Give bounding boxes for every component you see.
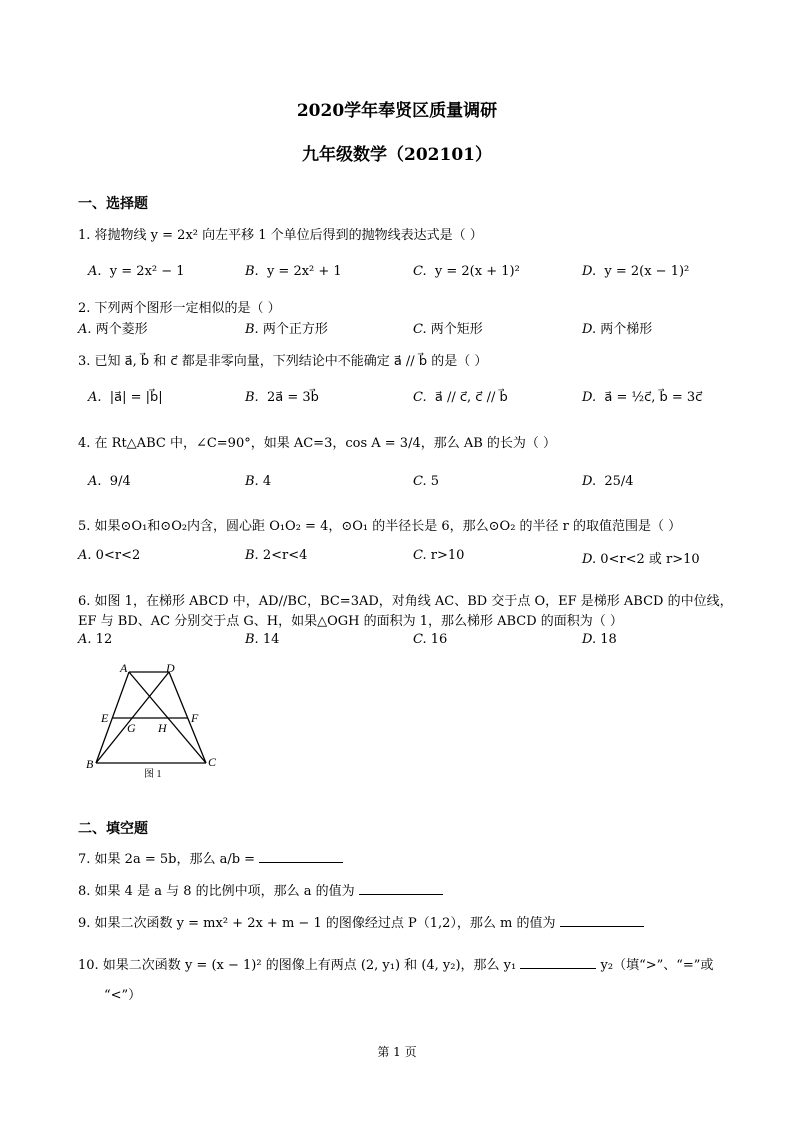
answer-blank[interactable] xyxy=(359,882,443,895)
question-7 xyxy=(78,848,343,867)
figure-caption: 图 1 xyxy=(144,769,162,780)
option-text: 0<r<2 xyxy=(95,548,141,563)
question-8-text: 8. 如果 4 是 a 与 8 的比例中项，那么 a 的值为 xyxy=(78,884,355,899)
option-label: B. xyxy=(245,474,259,489)
document-subtitle: 九年级数学（202101） xyxy=(302,145,492,165)
option-text: 两个菱形 xyxy=(95,322,148,337)
option-text: a⃗ // c⃗, c⃗ // b⃗ xyxy=(434,390,508,405)
option-label: D. xyxy=(582,552,597,567)
question-2-option-b xyxy=(245,318,328,337)
option-label: A. xyxy=(78,632,92,647)
question-3-option-d xyxy=(582,390,702,405)
point-label-g: G xyxy=(127,721,136,735)
question-3-option-a xyxy=(88,390,163,405)
question-1-stem: 1. 将抛物线 y = 2x² 向左平移 1 个单位后得到的抛物线表达式是（ ） xyxy=(78,228,483,243)
option-text: |a⃗| = |b⃗| xyxy=(109,390,163,405)
option-text: 两个正方形 xyxy=(262,322,328,337)
trapezoid-figure xyxy=(84,660,224,784)
question-7-text: 7. 如果 2a = 5b，那么 a/b = xyxy=(78,852,256,867)
option-label: C. xyxy=(413,632,427,647)
point-label-h: H xyxy=(158,721,167,735)
question-2-option-a xyxy=(78,318,148,337)
answer-blank[interactable] xyxy=(259,850,343,863)
option-text: 25/4 xyxy=(604,474,634,489)
option-label: A. xyxy=(88,264,102,279)
option-label: D. xyxy=(582,264,597,279)
option-label: B. xyxy=(245,264,259,279)
option-label: C. xyxy=(413,474,427,489)
option-text: y = 2x² + 1 xyxy=(266,264,342,279)
question-5-option-c xyxy=(413,548,464,563)
question-1-option-d xyxy=(582,264,689,279)
option-text: 0<r<2 或 r>10 xyxy=(600,552,700,567)
option-text: 14 xyxy=(262,632,280,647)
option-label: A. xyxy=(78,322,92,337)
option-label: D. xyxy=(582,390,597,405)
option-text: 5 xyxy=(430,474,440,489)
option-label: D. xyxy=(582,474,597,489)
question-5-option-d xyxy=(582,548,700,567)
question-6-line-1: 6. 如图 1，在梯形 ABCD 中，AD//BC，BC=3AD，对角线 AC、BD 交于点 O，EF 是梯形 ABCD 的中位线， xyxy=(78,594,733,609)
question-6-option-d xyxy=(582,632,617,647)
point-label-d: D xyxy=(166,661,175,675)
question-3-option-c xyxy=(413,390,508,405)
document-title: 2020学年奉贤区质量调研 xyxy=(296,101,498,121)
question-10-line-1 xyxy=(78,954,713,973)
section-heading-fill: 二、填空题 xyxy=(78,821,148,837)
page-number: 第 1 页 xyxy=(377,1045,417,1059)
option-label: A. xyxy=(78,548,92,563)
option-text: 18 xyxy=(600,632,617,647)
option-label: B. xyxy=(245,632,259,647)
option-text: 2<r<4 xyxy=(262,548,308,563)
option-text: r>10 xyxy=(430,548,465,563)
question-5-option-b xyxy=(245,548,307,563)
option-label: C. xyxy=(413,322,427,337)
question-4-option-d xyxy=(582,474,634,489)
question-10-line-2: “<”） xyxy=(104,988,142,1003)
question-1-option-a xyxy=(88,264,185,279)
option-label: B. xyxy=(245,548,259,563)
point-label-b: B xyxy=(86,757,94,771)
question-4-stem: 4. 在 Rt△ABC 中，∠C=90°，如果 AC=3，cos A = 3/4，那么 AB 的长为（ ） xyxy=(78,436,557,451)
question-10-text-tail: y₂（填“>”、“=”或 xyxy=(600,958,714,973)
question-4-option-b xyxy=(245,474,271,489)
question-4-option-a xyxy=(88,474,131,489)
point-label-c: C xyxy=(208,755,217,769)
question-6-line-2: EF 与 BD、AC 分别交于点 G、H，如果△OGH 的面积为 1，那么梯形 ABCD 的面积为（ ） xyxy=(78,614,623,629)
question-3-stem: 3. 已知 a⃗, b⃗ 和 c⃗ 都是非零向量，下列结论中不能确定 a⃗ // b⃗ 的是（ ） xyxy=(78,354,488,369)
point-label-e: E xyxy=(101,711,109,725)
question-9-text: 9. 如果二次函数 y = mx² + 2x + m − 1 的图像经过点 P（1,2），那么 m 的值为 xyxy=(78,916,556,931)
answer-blank[interactable] xyxy=(560,914,644,927)
question-6-option-c xyxy=(413,632,447,647)
question-1-option-b xyxy=(245,264,342,279)
point-label-a: A xyxy=(120,661,128,675)
point-label-f: F xyxy=(191,711,199,725)
question-8 xyxy=(78,880,443,899)
option-label: D. xyxy=(582,632,597,647)
question-5-stem: 5. 如果⊙O₁和⊙O₂内含，圆心距 O₁O₂ = 4，⊙O₁ 的半径长是 6，那么⊙O₂ 的半径 r 的取值范围是（ ） xyxy=(78,519,682,534)
question-5-option-a xyxy=(78,548,140,563)
question-3-option-b xyxy=(245,390,319,405)
question-10-text: 10. 如果二次函数 y = (x − 1)² 的图像上有两点 (2, y₁) 和 (4, y₂)，那么 y₁ xyxy=(78,958,517,973)
question-9 xyxy=(78,912,644,931)
section-heading-choice: 一、选择题 xyxy=(78,196,148,212)
option-label: A. xyxy=(88,474,102,489)
answer-blank[interactable] xyxy=(520,956,596,969)
option-text: 2a⃗ = 3b⃗ xyxy=(266,390,319,405)
option-label: C. xyxy=(413,264,427,279)
option-text: y = 2x² − 1 xyxy=(109,264,185,279)
option-text: 16 xyxy=(430,632,448,647)
question-2-stem: 2. 下列两个图形一定相似的是（ ） xyxy=(78,301,281,316)
option-label: B. xyxy=(245,390,259,405)
option-label: D. xyxy=(582,322,597,337)
option-text: 12 xyxy=(95,632,113,647)
question-6-option-a xyxy=(78,632,112,647)
question-6-option-b xyxy=(245,632,279,647)
option-text: 两个矩形 xyxy=(430,322,483,337)
option-text: 9/4 xyxy=(109,474,131,489)
option-label: B. xyxy=(245,322,259,337)
option-text: y = 2(x − 1)² xyxy=(604,264,690,279)
option-label: C. xyxy=(413,390,427,405)
option-text: 4 xyxy=(262,474,272,489)
option-label: A. xyxy=(88,390,102,405)
option-text: a⃗ = ½c⃗, b⃗ = 3c⃗ xyxy=(604,390,703,405)
question-4-option-c xyxy=(413,474,439,489)
option-label: C. xyxy=(413,548,427,563)
question-2-option-d xyxy=(582,318,652,337)
option-text: y = 2(x + 1)² xyxy=(434,264,520,279)
question-2-option-c xyxy=(413,318,483,337)
question-1-option-c xyxy=(413,264,520,279)
option-text: 两个梯形 xyxy=(600,322,653,337)
